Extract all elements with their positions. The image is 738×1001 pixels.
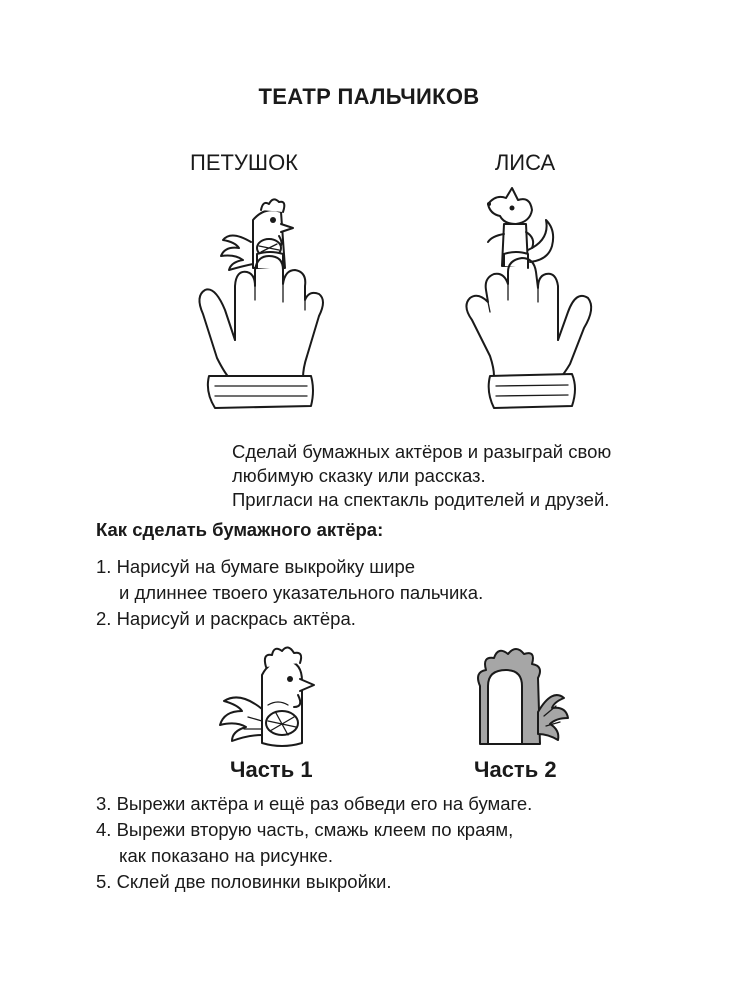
part-2-label: Часть 2: [474, 757, 557, 782]
intro-line: Сделай бумажных актёров и разыграй свою: [232, 441, 612, 462]
step-item-continuation: и длиннее твоего указательного пальчика.: [119, 582, 484, 603]
fox-caption: ЛИСА: [494, 150, 556, 175]
steps-list-second: [96, 791, 532, 895]
step-item: 2. Нарисуй и раскрась актёра.: [96, 608, 356, 629]
step-item-continuation: как показано на рисунке.: [119, 845, 334, 866]
step-item: 3. Вырежи актёра и ещё раз обведи его на бумаге.: [96, 793, 533, 814]
rooster-back-part-icon: [460, 642, 570, 747]
howto-heading: Как сделать бумажного актёра:: [96, 519, 384, 540]
hand-with-fox-illustration: [460, 180, 620, 415]
part-1-label: Часть 1: [230, 757, 313, 782]
intro-text: [232, 440, 611, 512]
intro-line: Пригласи на спектакль родителей и друзей.: [232, 489, 610, 510]
step-item: 5. Склей две половинки выкройки.: [96, 871, 392, 892]
page-title: ТЕАТР ПАЛЬЧИКОВ: [258, 84, 480, 109]
rooster-caption: ПЕТУШОК: [190, 150, 298, 175]
step-item: 1. Нарисуй на бумаге выкройку шире: [96, 556, 416, 577]
left-hand-icon: [199, 252, 323, 408]
intro-line: любимую сказку или рассказ.: [232, 465, 486, 486]
rooster-front-part-icon: [218, 645, 318, 750]
hand-with-rooster-illustration: [195, 190, 355, 425]
right-hand-icon: [466, 252, 591, 408]
steps-list-first: [96, 554, 483, 632]
step-item: 4. Вырежи вторую часть, смажь клеем по краям,: [96, 819, 514, 840]
